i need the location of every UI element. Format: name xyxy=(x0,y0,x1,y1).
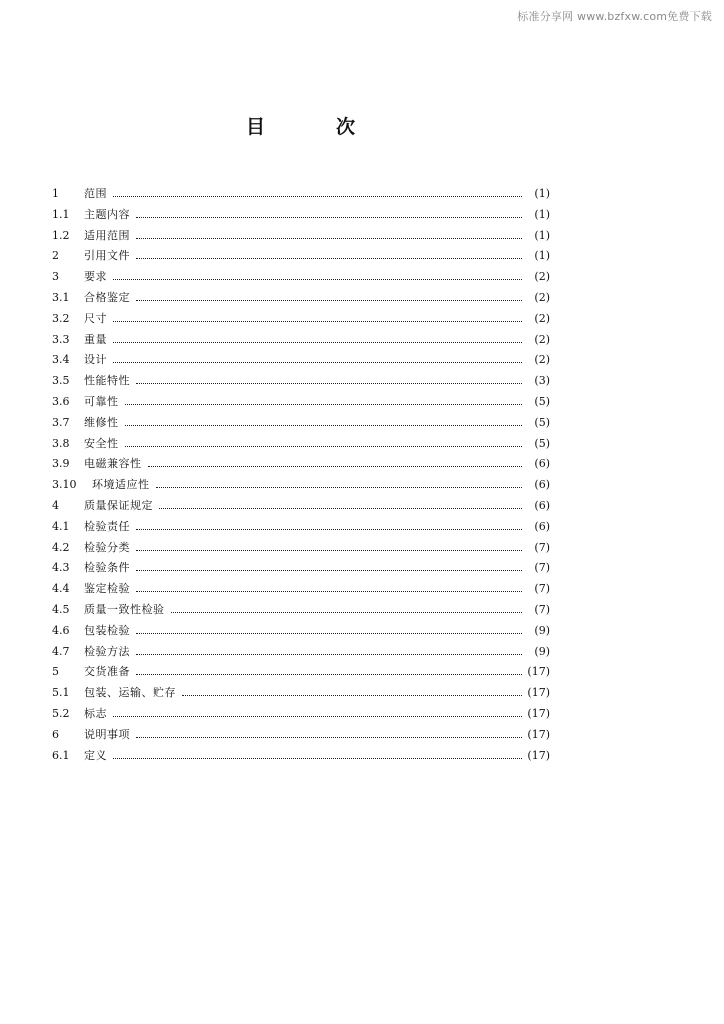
toc-entry-label: 质量一致性检验 xyxy=(84,602,165,616)
toc-entry-label: 要求 xyxy=(84,270,107,284)
toc-leader-dots xyxy=(113,716,522,717)
toc-leader-dots xyxy=(136,383,522,384)
toc-entry xyxy=(52,601,550,622)
toc-entry-label: 主题内容 xyxy=(84,207,130,221)
toc-entry-label: 包装检验 xyxy=(84,623,130,637)
toc-leader-dots xyxy=(136,217,522,218)
toc-entry-number: 3.5 xyxy=(52,374,70,388)
toc-entry-page: (7) xyxy=(534,602,550,616)
toc-entry-page: (1) xyxy=(534,207,550,221)
toc-entry-page: (17) xyxy=(527,748,550,762)
toc-entry-number: 4.4 xyxy=(52,582,70,596)
toc-entry-number: 5 xyxy=(52,665,59,679)
toc-entry-label: 范围 xyxy=(84,187,107,200)
toc-entry-number: 3.10 xyxy=(52,478,77,492)
toc-entry xyxy=(52,747,550,768)
toc-entry xyxy=(52,455,550,476)
toc-entry-number: 3.8 xyxy=(52,436,70,450)
toc-entry-page: (17) xyxy=(527,706,550,720)
toc-entry xyxy=(52,206,550,227)
watermark-text: 标准分享网 www.bzfxw.com免费下载 xyxy=(517,10,712,23)
toc-entry xyxy=(52,663,550,684)
toc-entry xyxy=(52,331,550,352)
toc-entry-label: 包装、运输、贮存 xyxy=(84,686,176,700)
toc-entry xyxy=(52,310,550,331)
toc-entry-label: 检验条件 xyxy=(84,561,130,575)
toc-entry-page: (2) xyxy=(534,332,550,346)
toc-entry-page: (6) xyxy=(534,478,550,492)
toc-leader-dots xyxy=(136,591,522,592)
toc-leader-dots xyxy=(125,425,523,426)
toc-entry-number: 5.2 xyxy=(52,706,70,720)
toc-entry-page: (6) xyxy=(534,519,550,533)
toc-leader-dots xyxy=(136,550,522,551)
toc-entry-label: 引用文件 xyxy=(84,249,130,263)
toc-entry-page: (7) xyxy=(534,582,550,596)
toc-entry xyxy=(52,247,550,268)
toc-entry-label: 重量 xyxy=(84,332,107,346)
toc-entry-label: 环境适应性 xyxy=(92,478,150,492)
toc-entry-number: 4.3 xyxy=(52,561,70,575)
toc-entry xyxy=(52,726,550,747)
toc-entry-page: (17) xyxy=(527,665,550,679)
toc-entry-page: (5) xyxy=(534,415,550,429)
toc-entry-number: 3.9 xyxy=(52,457,70,471)
toc-entry-number: 4.5 xyxy=(52,602,70,616)
toc-leader-dots xyxy=(136,633,522,634)
toc-entry-number: 4.7 xyxy=(52,644,70,658)
toc-entry-number: 4.6 xyxy=(52,623,70,637)
toc-entry xyxy=(52,476,550,497)
toc-entry-page: (2) xyxy=(534,311,550,325)
toc-entry-label: 定义 xyxy=(84,748,107,762)
toc-leader-dots xyxy=(136,674,522,675)
toc-leader-dots xyxy=(113,196,522,197)
toc-entry-label: 检验责任 xyxy=(84,519,130,533)
toc-leader-dots xyxy=(136,238,522,239)
toc-entry-page: (3) xyxy=(534,374,550,388)
toc-leader-dots xyxy=(125,404,523,405)
toc-leader-dots xyxy=(113,321,522,322)
toc-entry xyxy=(52,622,550,643)
title-part-2: 次 xyxy=(336,116,356,138)
toc-entry xyxy=(52,372,550,393)
toc-entry xyxy=(52,539,550,560)
toc-entry-page: (9) xyxy=(534,644,550,658)
toc-entry xyxy=(52,518,550,539)
toc-entry-page: (1) xyxy=(534,187,550,200)
toc-entry-label: 合格鉴定 xyxy=(84,290,130,304)
toc-entry-label: 说明事项 xyxy=(84,727,130,741)
toc-entry-page: (2) xyxy=(534,353,550,367)
toc-entry-page: (5) xyxy=(534,394,550,408)
toc-entry-number: 3 xyxy=(52,270,59,284)
toc-entry-label: 电磁兼容性 xyxy=(84,457,142,471)
toc-entry-number: 4 xyxy=(52,498,59,512)
toc-leader-dots xyxy=(159,508,522,509)
toc-entry-page: (2) xyxy=(534,270,550,284)
toc-entry-page: (6) xyxy=(534,457,550,471)
toc-entry-page: (5) xyxy=(534,436,550,450)
toc-entry-number: 3.3 xyxy=(52,332,70,346)
toc-entry-number: 1 xyxy=(52,187,59,200)
toc-leader-dots xyxy=(136,258,522,259)
toc-entry-label: 鉴定检验 xyxy=(84,582,130,596)
toc-entry xyxy=(52,289,550,310)
toc-entry xyxy=(52,351,550,372)
toc-entry xyxy=(52,185,550,206)
toc-entry-number: 1.1 xyxy=(52,207,70,221)
toc-entry xyxy=(52,268,550,289)
toc-leader-dots xyxy=(136,737,522,738)
toc-leader-dots xyxy=(136,300,522,301)
toc-entry-page: (7) xyxy=(534,561,550,575)
toc-leader-dots xyxy=(113,342,522,343)
toc-leader-dots xyxy=(148,466,523,467)
toc-leader-dots xyxy=(113,279,522,280)
toc-entry-label: 质量保证规定 xyxy=(84,498,153,512)
toc-entry-label: 安全性 xyxy=(84,436,119,450)
toc-entry-number: 6.1 xyxy=(52,748,70,762)
toc-leader-dots xyxy=(113,362,522,363)
toc-entry xyxy=(52,643,550,664)
toc-entry-label: 性能特性 xyxy=(84,374,130,388)
toc-entry-number: 5.1 xyxy=(52,686,70,700)
toc-entry xyxy=(52,684,550,705)
toc-entry xyxy=(52,414,550,435)
toc-entry-page: (2) xyxy=(534,290,550,304)
toc-leader-dots xyxy=(171,612,523,613)
toc-entry-label: 检验分类 xyxy=(84,540,130,554)
toc-entry-number: 1.2 xyxy=(52,228,70,242)
toc-entry-label: 维修性 xyxy=(84,415,119,429)
toc-entry-number: 4.2 xyxy=(52,540,70,554)
toc-entry-label: 尺寸 xyxy=(84,311,107,325)
toc-entry-number: 2 xyxy=(52,249,59,263)
toc-entry xyxy=(52,705,550,726)
toc-leader-dots xyxy=(113,758,522,759)
toc-entry-label: 标志 xyxy=(84,706,107,720)
toc-entry-number: 3.7 xyxy=(52,415,70,429)
toc-entry-label: 交货准备 xyxy=(84,665,130,679)
toc-entry-label: 适用范围 xyxy=(84,228,130,242)
toc-leader-dots xyxy=(125,446,523,447)
toc-entry-page: (1) xyxy=(534,228,550,242)
toc-entry-label: 设计 xyxy=(84,353,107,367)
toc-leader-dots xyxy=(156,487,523,488)
toc-entry xyxy=(52,227,550,248)
toc-entry xyxy=(52,559,550,580)
title-part-1: 目 xyxy=(246,116,266,138)
toc-entry xyxy=(52,393,550,414)
toc-entry-label: 可靠性 xyxy=(84,394,119,408)
toc-leader-dots xyxy=(182,695,522,696)
toc-leader-dots xyxy=(136,570,522,571)
page-title xyxy=(0,112,600,136)
toc-leader-dots xyxy=(136,654,522,655)
table-of-contents xyxy=(52,185,550,767)
toc-entry-page: (6) xyxy=(534,498,550,512)
toc-entry-page: (17) xyxy=(527,727,550,741)
toc-entry-page: (7) xyxy=(534,540,550,554)
toc-entry-number: 3.1 xyxy=(52,290,70,304)
toc-entry xyxy=(52,497,550,518)
toc-entry-number: 3.6 xyxy=(52,394,70,408)
toc-entry-page: (9) xyxy=(534,623,550,637)
toc-entry xyxy=(52,435,550,456)
toc-entry-label: 检验方法 xyxy=(84,644,130,658)
toc-entry-page: (17) xyxy=(527,686,550,700)
toc-entry-number: 4.1 xyxy=(52,519,70,533)
toc-entry-number: 3.2 xyxy=(52,311,70,325)
toc-entry-number: 3.4 xyxy=(52,353,70,367)
toc-entry-number: 6 xyxy=(52,727,59,741)
toc-entry-page: (1) xyxy=(534,249,550,263)
toc-leader-dots xyxy=(136,529,522,530)
toc-entry xyxy=(52,580,550,601)
